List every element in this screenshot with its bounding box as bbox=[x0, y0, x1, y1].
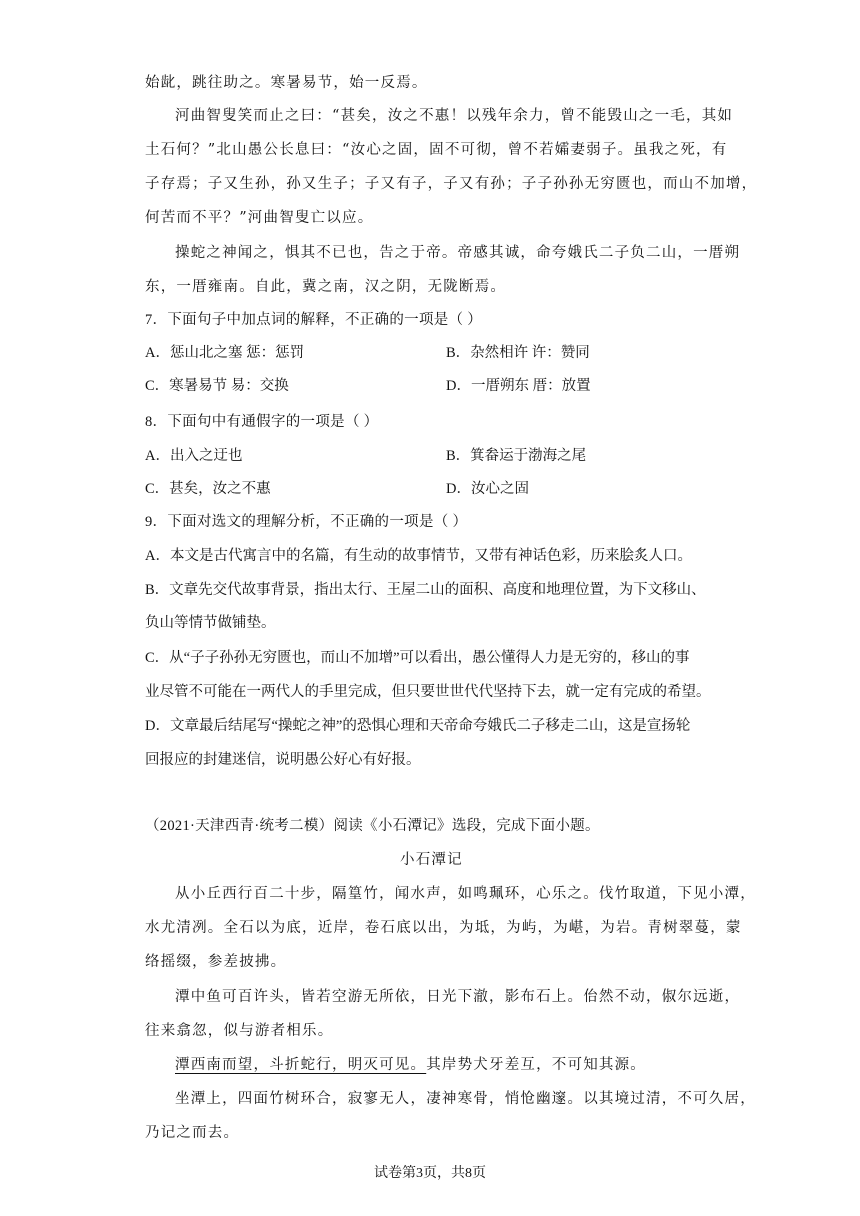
passage-line: 从小丘西行百二十步，隔篁竹，闻水声，如鸣珮环，心乐之。伐竹取道，下见小潭， bbox=[175, 886, 756, 902]
passage-line: 何苦而不平？”河曲智叟亡以应。 bbox=[145, 210, 374, 226]
question-8-option-d: D．汝心之固 bbox=[446, 481, 529, 497]
question-7-option-a: A．惩山北之塞 惩：惩罚 bbox=[145, 345, 305, 361]
passage-line: 子存焉；子又生孙，孙又生子；子又有子，子又有孙；子子孙孙无穷匮也，而山不加增， bbox=[145, 176, 758, 192]
passage-line: 往来翕忽，似与游者相乐。 bbox=[145, 1023, 334, 1039]
passage-line: 河曲智叟笑而止之曰：“甚矣，汝之不惠！以残年余力，曾不能毁山之一毛，其如 bbox=[175, 108, 734, 124]
question-9-option-b: B．文章先交代故事背景，指出太行、王屋二山的面积、高度和地理位置，为下文移山、 bbox=[145, 582, 706, 598]
passage-line: 络摇缀，参差披拂。 bbox=[145, 954, 287, 970]
passage-line: 潭中鱼可百许头，皆若空游无所依，日光下澈，影布石上。佁然不动，俶尔远逝， bbox=[175, 989, 741, 1005]
question-8-stem: 8．下面句中有通假字的一项是（ ） bbox=[145, 414, 379, 430]
question-8-option-c: C．甚矣，汝之不惠 bbox=[145, 481, 271, 497]
section-intro: （2021·天津西青·统考二模）阅读《小石潭记》选段，完成下面小题。 bbox=[145, 818, 600, 834]
question-7-option-d: D．一厝朔东 厝：放置 bbox=[446, 378, 591, 394]
underlined-sentence: 潭西南而望，斗折蛇行，明灭可见。 bbox=[175, 1057, 427, 1073]
question-8-option-a: A．出入之迂也 bbox=[145, 448, 243, 464]
question-9-option-c-cont: 业尽管不可能在一两代人的手里完成，但只要世世代代坚持下去，就一定有完成的希望。 bbox=[145, 684, 711, 700]
question-7-stem: 7．下面句子中加点词的解释，不正确的一项是（ ） bbox=[145, 312, 483, 328]
question-7-option-c: C．寒暑易节 易：交换 bbox=[145, 378, 289, 394]
passage-line: 始龀，跳往助之。寒暑易节，始一反焉。 bbox=[145, 75, 428, 91]
question-9-option-d-cont: 回报应的封建迷信，说明愚公好心有好报。 bbox=[145, 752, 421, 768]
question-9-stem: 9．下面对选文的理解分析，不正确的一项是（ ） bbox=[145, 514, 468, 530]
passage-line: 坐潭上，四面竹树环合，寂寥无人，凄神寒骨，悄怆幽邃。以其境过清，不可久居， bbox=[175, 1091, 756, 1107]
passage-line bbox=[175, 1055, 646, 1075]
passage-line: 水尤清冽。全石以为底，近岸，卷石底以出，为坻，为屿，为嵁，为岩。青树翠蔓，蒙 bbox=[145, 920, 742, 936]
question-9-option-c: C．从“子子孙孙无穷匮也，而山不加增”可以看出，愚公懂得人力是无穷的，移山的事 bbox=[145, 650, 690, 666]
passage-line: 东，一厝雍南。自此，冀之南，汉之阴，无陇断焉。 bbox=[145, 279, 507, 295]
question-7-option-b: B．杂然相许 许：赞同 bbox=[446, 345, 590, 361]
question-8-option-b: B．箕畚运于渤海之尾 bbox=[446, 448, 587, 464]
question-9-option-a: A．本文是古代寓言中的名篇，有生动的故事情节，又带有神话色彩，历来脍炙人口。 bbox=[145, 548, 692, 564]
passage-title: 小石潭记 bbox=[400, 852, 463, 868]
passage-line: 土石何？”北山愚公长息曰：“汝心之固，固不可彻，曾不若孀妻弱子。虽我之死，有 bbox=[145, 142, 728, 158]
passage-line: 乃记之而去。 bbox=[145, 1125, 240, 1141]
page-footer: 试卷第3页，共8页 bbox=[374, 1166, 486, 1181]
passage-line-rest: 其岸势犬牙差互，不可知其源。 bbox=[426, 1057, 647, 1073]
question-9-option-b-cont: 负山等情节做铺垫。 bbox=[145, 615, 276, 631]
question-9-option-d: D．文章最后结尾写“操蛇之神”的恐惧心理和天帝命夸娥氏二子移走二山，这是宣扬轮 bbox=[145, 718, 691, 734]
passage-line: 操蛇之神闻之，惧其不已也，告之于帝。帝感其诚，命夸娥氏二子负二山，一厝朔 bbox=[175, 245, 741, 261]
